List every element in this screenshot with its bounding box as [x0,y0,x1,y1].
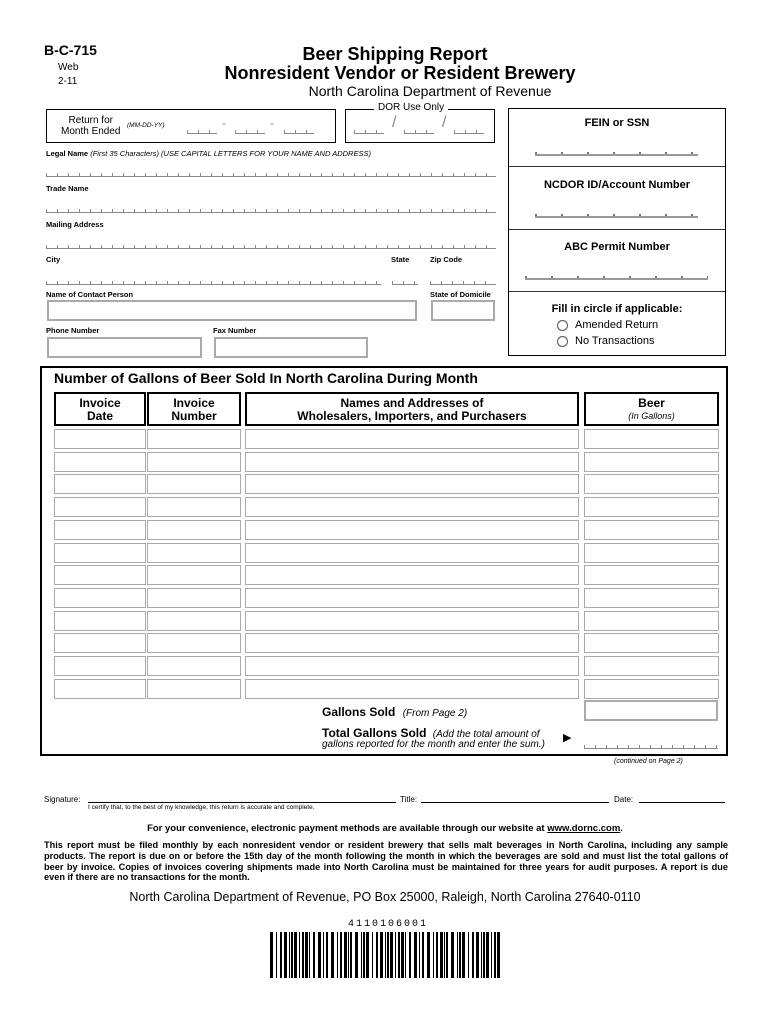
col-beer-gallons: Beer (In Gallons) [584,392,719,426]
barcode-bar [440,932,443,978]
mailing-address-input[interactable] [46,245,496,249]
contact-input[interactable] [47,300,417,321]
barcode-bar [409,932,411,978]
invoice-date-cell[interactable] [54,588,146,608]
barcode-bar [326,932,328,978]
name-address-cell[interactable] [245,565,579,585]
separator: / [442,114,447,131]
invoice-number-cell[interactable] [147,588,241,608]
invoice-number-cell[interactable] [147,565,241,585]
fein-label: FEIN or SSN [584,117,650,129]
date-line[interactable] [639,802,725,803]
barcode-bar [444,932,445,978]
month-ended-label: Month Ended [61,126,121,137]
col-invoice-number: Invoice Number [147,392,241,426]
barcode-bar [459,932,461,978]
barcode-bar [451,932,454,978]
name-address-cell[interactable] [245,679,579,699]
date-label: Date: [614,795,634,804]
barcode-bar [376,932,378,978]
convenience-text: For your convenience, electronic payment methods are available through our website at www.dornc.com. [147,823,623,834]
invoice-date-cell[interactable] [54,543,146,563]
website-link[interactable]: www.dornc.com [547,823,621,834]
state-label: State [391,255,410,264]
barcode-bar [468,932,469,978]
beer-gallons-cell[interactable] [584,588,719,608]
contact-label: Name of Contact Person [46,290,134,299]
beer-gallons-cell[interactable] [584,452,719,472]
beer-gallons-cell[interactable] [584,543,719,563]
barcode-bar [486,932,489,978]
signature-label: Signature: [44,795,81,804]
beer-gallons-cell[interactable] [584,611,719,631]
beer-gallons-cell[interactable] [584,656,719,676]
signature-line[interactable] [88,802,396,803]
beer-gallons-cell[interactable] [584,679,719,699]
invoice-number-cell[interactable] [147,429,241,449]
beer-gallons-cell[interactable] [584,474,719,494]
invoice-number-cell[interactable] [147,633,241,653]
beer-gallons-cell[interactable] [584,565,719,585]
barcode-bar [436,932,438,978]
dor-field-2[interactable] [404,130,434,134]
barcode-bar [350,932,352,978]
no-transactions-radio[interactable]: No Transactions [557,335,654,347]
invoice-number-cell[interactable] [147,656,241,676]
separator: / [392,114,397,131]
city-label: City [46,255,61,264]
trade-name-input[interactable] [46,209,496,213]
barcode-bar [331,932,334,978]
barcode-bar [494,932,496,978]
barcode-bar [270,932,273,978]
form-date: 2-11 [58,76,78,87]
ncdor-input[interactable] [535,214,698,218]
name-address-cell[interactable] [245,429,579,449]
barcode-bar [366,932,369,978]
dor-field-1[interactable] [354,130,384,134]
name-address-cell[interactable] [245,497,579,517]
name-address-cell[interactable] [245,543,579,563]
barcode-bar [309,932,310,978]
form-edition: Web [58,62,79,73]
domicile-label: State of Domicile [430,290,491,299]
invoice-number-cell[interactable] [147,474,241,494]
title-line[interactable] [421,802,609,803]
barcode-bar [427,932,430,978]
invoice-number-cell[interactable] [147,497,241,517]
phone-label: Phone Number [46,326,100,335]
instructions-paragraph: This report must be filed monthly by each nonresident vendor or resident brewery that sells malt beverages in North Carolina, including any sample products. The report is due on or before the 15th day of the month following the month in which the beverages are sold and must list the total gallons of beer by invoice. Copies of invoices covering shipments made into North Carolina must be maintained for three years for audit purposes. A report is due even if there are no transactions for the month. [44,840,728,883]
barcode-bar [395,932,396,978]
barcode-bar [305,932,308,978]
invoice-date-cell[interactable] [54,520,146,540]
barcode-bar [291,932,293,978]
legal-name-input[interactable] [46,173,496,177]
barcode-bar [405,932,406,978]
barcode-bar [419,932,420,978]
barcode-bar [276,932,277,978]
fein-input[interactable] [535,152,698,156]
total-gallons-input[interactable] [584,745,718,749]
abc-permit-input[interactable] [525,276,708,280]
beer-gallons-cell[interactable] [584,520,719,540]
barcode-bar [497,932,500,978]
barcode-bar [422,932,424,978]
continued-note: (continued on Page 2) [614,758,683,765]
fax-label: Fax Number [213,326,257,335]
barcode-bar [340,932,342,978]
mailing-address-footer: North Carolina Department of Revenue, PO Box 25000, Raleigh, North Carolina 27640-0110 [129,890,641,904]
barcode-bar [280,932,282,978]
mailing-address-label: Mailing Address [46,220,104,229]
year-input[interactable] [284,130,314,134]
date-format-hint: (MM-DD-YY) [127,122,165,129]
dor-use-label: DOR Use Only [374,102,448,113]
radio-circle-icon [557,336,568,347]
barcode-bar [337,932,338,978]
gallons-sold-input[interactable] [584,700,718,721]
barcode-bar [472,932,474,978]
domicile-input[interactable] [431,300,495,321]
total-gallons-label: Total Gallons Sold (Add the total amount of [322,726,540,740]
id-panel [508,108,726,356]
barcode-bar [433,932,434,978]
barcode-bar [380,932,383,978]
trade-name-label: Trade Name [46,184,89,193]
barcode-bar [294,932,297,978]
title-label: Title: [400,795,418,804]
barcode-bar [414,932,417,978]
certify-text: I certify that, to the best of my knowledge, this return is accurate and complete. [88,804,315,811]
return-label: Return for [68,115,113,126]
barcode-bar [344,932,347,978]
day-input[interactable] [235,130,265,134]
barcode-bar [491,932,492,978]
barcode-bar [387,932,389,978]
section-title: Number of Gallons of Beer Sold In North Carolina During Month [54,370,478,386]
barcode-bar [462,932,465,978]
invoice-date-cell[interactable] [54,452,146,472]
barcode-number: 4110106001 [348,919,429,930]
barcode-bar [355,932,358,978]
barcode-bar [398,932,400,978]
invoice-date-cell[interactable] [54,497,146,517]
invoice-date-cell[interactable] [54,611,146,631]
invoice-date-cell[interactable] [54,679,146,699]
barcode-bar [476,932,479,978]
invoice-date-cell[interactable] [54,565,146,585]
separator: - [270,116,274,130]
legal-name-label: Legal Name (First 35 Characters) (USE CAPITAL LETTERS FOR YOUR NAME AND ADDRESS) [46,149,371,158]
name-address-cell[interactable] [245,656,579,676]
col-invoice-date: Invoice Date [54,392,146,426]
invoice-number-cell[interactable] [147,452,241,472]
abc-permit-label: ABC Permit Number [564,241,670,253]
name-address-cell[interactable] [245,588,579,608]
barcode-bar [299,932,300,978]
name-address-cell[interactable] [245,452,579,472]
arrow-right-icon: ▶ [563,732,572,744]
barcode-bar [323,932,324,978]
col-names-addresses: Names and Addresses of Wholesalers, Importers, and Purchasers [245,392,579,426]
invoice-number-cell[interactable] [147,543,241,563]
barcode [270,932,500,978]
barcode-bar [483,932,485,978]
fax-input[interactable] [214,337,368,358]
barcode-bar [361,932,362,978]
barcode-bar [372,932,373,978]
state-input[interactable] [392,281,418,285]
name-address-cell[interactable] [245,474,579,494]
barcode-bar [401,932,404,978]
ncdor-label: NCDOR ID/Account Number [543,179,691,191]
dor-use-box [345,102,495,143]
phone-input[interactable] [47,337,202,358]
barcode-bar [390,932,393,978]
page-subtitle: Nonresident Vendor or Resident Brewery [224,63,576,83]
zip-input[interactable] [430,281,496,285]
invoice-date-cell[interactable] [54,633,146,653]
invoice-number-cell[interactable] [147,520,241,540]
fill-circle-label: Fill in circle if applicable: [551,303,683,315]
invoice-date-cell[interactable] [54,474,146,494]
name-address-cell[interactable] [245,520,579,540]
barcode-bar [457,932,458,978]
barcode-bar [363,932,365,978]
barcode-bar [348,932,349,978]
beer-gallons-cell[interactable] [584,429,719,449]
return-month-box [46,109,336,143]
month-input[interactable] [187,130,217,134]
invoice-date-cell[interactable] [54,656,146,676]
name-address-cell[interactable] [245,633,579,653]
barcode-bar [318,932,321,978]
gallons-sold-label: Gallons Sold (From Page 2) [322,705,468,719]
dor-field-3[interactable] [454,130,484,134]
invoice-number-cell[interactable] [147,611,241,631]
invoice-date-cell[interactable] [54,429,146,449]
beer-gallons-cell[interactable] [584,497,719,517]
form-id: B-C-715 [44,42,97,58]
amended-return-radio[interactable]: Amended Return [557,319,658,331]
zip-label: Zip Code [430,255,463,264]
barcode-bar [385,932,386,978]
barcode-bar [313,932,315,978]
total-note: gallons reported for the month and enter the sum.) [322,739,545,750]
barcode-bar [481,932,482,978]
page-title: Beer Shipping Report [302,44,488,64]
barcode-bar [446,932,448,978]
barcode-bar [302,932,304,978]
invoice-number-cell[interactable] [147,679,241,699]
radio-circle-icon [557,320,568,331]
beer-gallons-cell[interactable] [584,633,719,653]
agency-name: North Carolina Department of Revenue [308,83,552,99]
separator: - [222,116,226,130]
name-address-cell[interactable] [245,611,579,631]
barcode-bar [284,932,287,978]
barcode-bar [289,932,290,978]
city-input[interactable] [46,281,381,285]
